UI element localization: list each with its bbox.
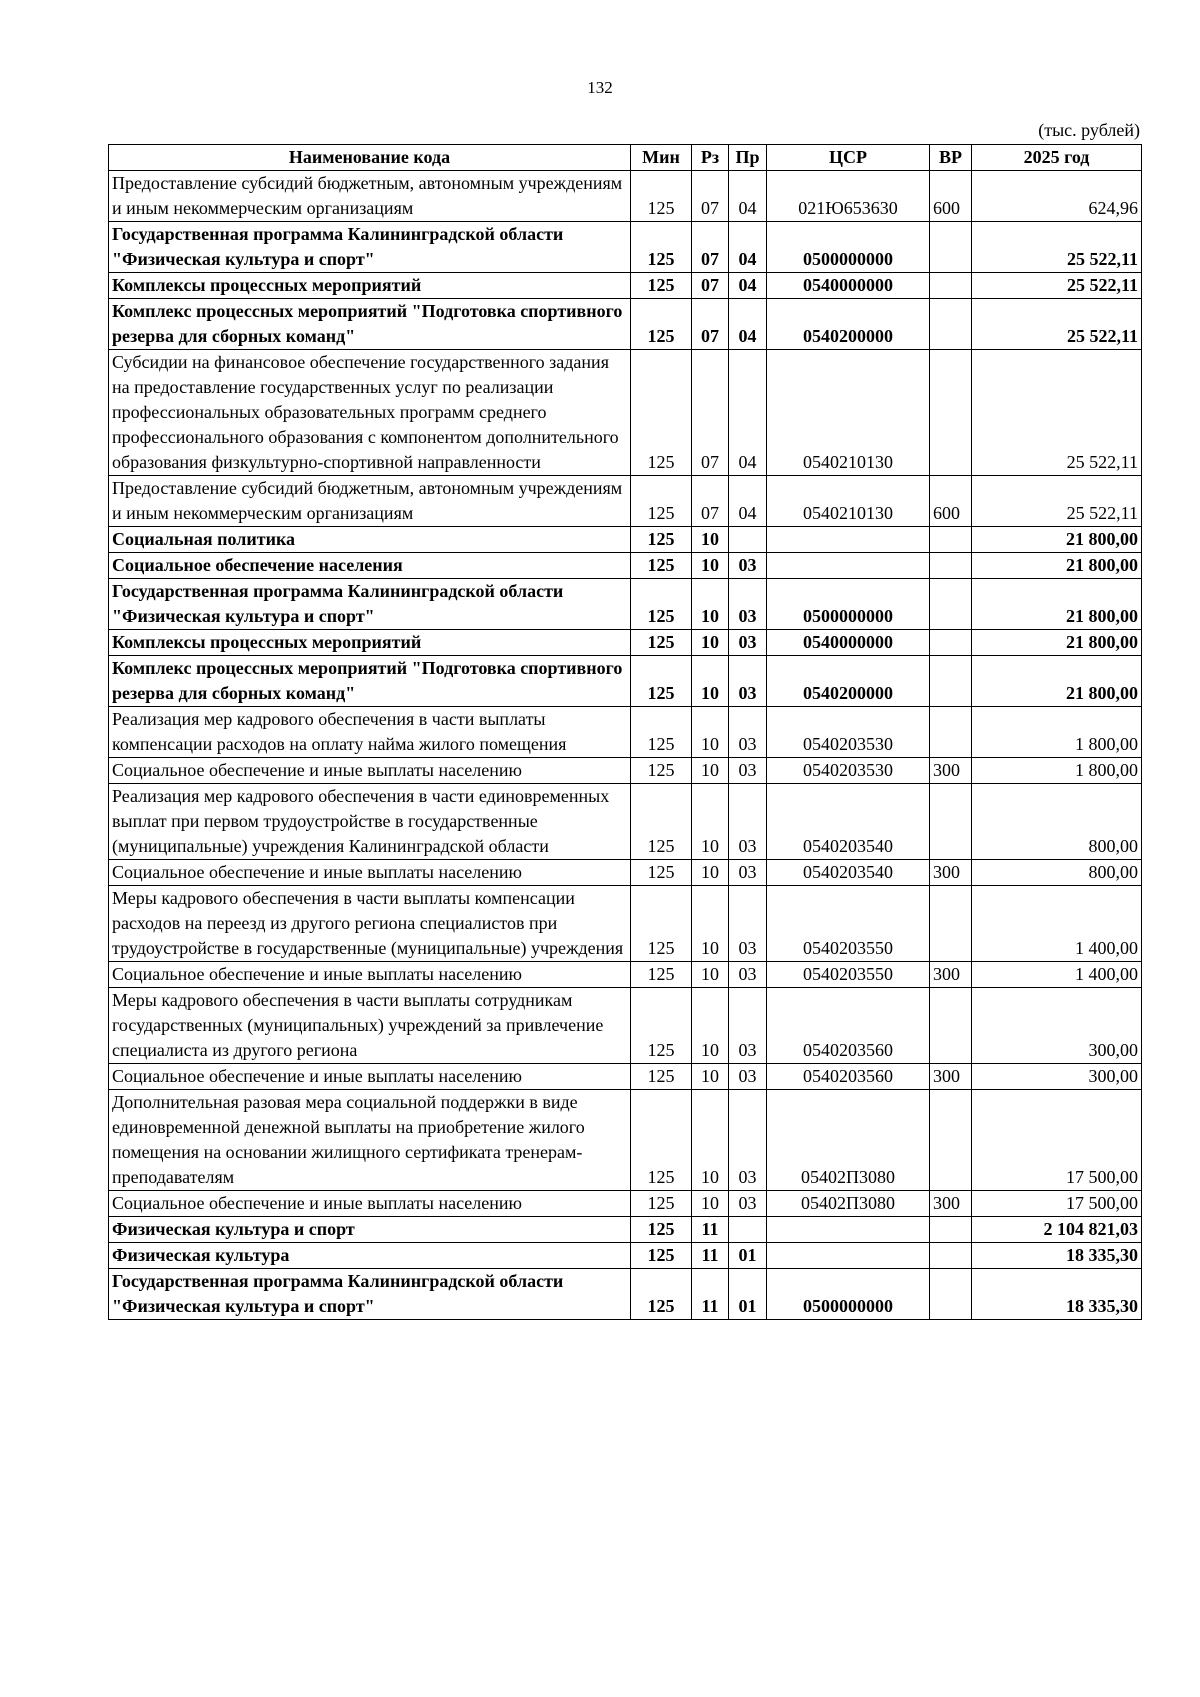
cell-sum: 21 800,00 xyxy=(972,579,1142,630)
cell-csr: 0540203560 xyxy=(767,1064,930,1090)
cell-min: 125 xyxy=(631,299,692,350)
cell-rz: 10 xyxy=(692,707,729,758)
table-row xyxy=(109,988,1142,1064)
cell-vr xyxy=(930,707,972,758)
cell-csr: 0540200000 xyxy=(767,656,930,707)
cell-rz: 10 xyxy=(692,962,729,988)
table-row xyxy=(109,527,1142,553)
table-row xyxy=(109,630,1142,656)
cell-min: 125 xyxy=(631,1269,692,1320)
cell-vr xyxy=(930,630,972,656)
cell-name: Социальное обеспечение и иные выплаты населению xyxy=(109,1064,631,1090)
table-row xyxy=(109,886,1142,962)
cell-sum: 25 522,11 xyxy=(972,222,1142,273)
cell-rz: 10 xyxy=(692,656,729,707)
cell-name: Государственная программа Калининградской области "Физическая культура и спорт" xyxy=(109,579,631,630)
table-row xyxy=(109,1269,1142,1320)
cell-csr: 0540203550 xyxy=(767,962,930,988)
cell-min: 125 xyxy=(631,886,692,962)
table-row xyxy=(109,707,1142,758)
cell-rz: 10 xyxy=(692,1191,729,1217)
table-row xyxy=(109,656,1142,707)
cell-min: 125 xyxy=(631,1191,692,1217)
cell-rz: 10 xyxy=(692,886,729,962)
cell-rz: 07 xyxy=(692,299,729,350)
cell-rz: 07 xyxy=(692,273,729,299)
cell-name: Реализация мер кадрового обеспечения в части единовременных выплат при первом трудоустройстве в государственные (муниципальные) учреждения Калининградской области xyxy=(109,784,631,860)
cell-vr xyxy=(930,886,972,962)
cell-vr xyxy=(930,784,972,860)
cell-pr xyxy=(729,527,767,553)
cell-min: 125 xyxy=(631,579,692,630)
cell-rz: 11 xyxy=(692,1269,729,1320)
cell-pr: 03 xyxy=(729,553,767,579)
cell-sum: 18 335,30 xyxy=(972,1243,1142,1269)
cell-name: Государственная программа Калининградской области "Физическая культура и спорт" xyxy=(109,222,631,273)
cell-min: 125 xyxy=(631,273,692,299)
cell-pr xyxy=(729,1217,767,1243)
header-vr: ВР xyxy=(930,145,972,171)
table-row xyxy=(109,222,1142,273)
budget-table xyxy=(108,144,1142,1320)
header-csr: ЦСР xyxy=(767,145,930,171)
cell-vr: 300 xyxy=(930,860,972,886)
cell-rz: 07 xyxy=(692,171,729,222)
cell-csr: 021Ю653630 xyxy=(767,171,930,222)
cell-csr: 0540203550 xyxy=(767,886,930,962)
cell-sum: 21 800,00 xyxy=(972,630,1142,656)
cell-rz: 10 xyxy=(692,1064,729,1090)
cell-name: Реализация мер кадрового обеспечения в части выплаты компенсации расходов на оплату найма жилого помещения xyxy=(109,707,631,758)
cell-sum: 18 335,30 xyxy=(972,1269,1142,1320)
cell-pr: 03 xyxy=(729,860,767,886)
cell-sum: 25 522,11 xyxy=(972,476,1142,527)
cell-csr: 0500000000 xyxy=(767,1269,930,1320)
cell-min: 125 xyxy=(631,222,692,273)
cell-min: 125 xyxy=(631,1064,692,1090)
cell-vr: 300 xyxy=(930,962,972,988)
cell-min: 125 xyxy=(631,988,692,1064)
cell-min: 125 xyxy=(631,553,692,579)
cell-vr xyxy=(930,1217,972,1243)
cell-sum: 800,00 xyxy=(972,860,1142,886)
cell-csr: 0540000000 xyxy=(767,630,930,656)
cell-pr: 03 xyxy=(729,1064,767,1090)
table-row xyxy=(109,1217,1142,1243)
cell-name: Социальное обеспечение населения xyxy=(109,553,631,579)
cell-name: Субсидии на финансовое обеспечение государственного задания на предоставление государственных услуг по реализации профессиональных образовательных программ среднего профессионального образования с компонентом дополнительного образования физкультурно-спортивной направленности xyxy=(109,350,631,476)
table-body xyxy=(109,171,1142,1320)
table-row xyxy=(109,1090,1142,1191)
cell-min: 125 xyxy=(631,171,692,222)
cell-vr xyxy=(930,299,972,350)
cell-sum: 25 522,11 xyxy=(972,350,1142,476)
cell-csr: 0540203530 xyxy=(767,758,930,784)
cell-name: Меры кадрового обеспечения в части выплаты компенсации расходов на переезд из другого региона специалистов при трудоустройстве в государственные (муниципальные) учреждения xyxy=(109,886,631,962)
cell-pr: 01 xyxy=(729,1243,767,1269)
cell-vr xyxy=(930,1269,972,1320)
cell-min: 125 xyxy=(631,1243,692,1269)
cell-rz: 10 xyxy=(692,579,729,630)
cell-pr: 03 xyxy=(729,1090,767,1191)
table-row xyxy=(109,784,1142,860)
cell-csr: 05402П3080 xyxy=(767,1191,930,1217)
cell-name: Физическая культура и спорт xyxy=(109,1217,631,1243)
cell-csr: 0500000000 xyxy=(767,222,930,273)
header-min: Мин xyxy=(631,145,692,171)
cell-min: 125 xyxy=(631,1090,692,1191)
cell-min: 125 xyxy=(631,527,692,553)
cell-sum: 300,00 xyxy=(972,988,1142,1064)
cell-sum: 800,00 xyxy=(972,784,1142,860)
cell-csr: 0540210130 xyxy=(767,476,930,527)
cell-name: Комплекс процессных мероприятий "Подготовка спортивного резерва для сборных команд" xyxy=(109,299,631,350)
cell-name: Дополнительная разовая мера социальной поддержки в виде единовременной денежной выплаты на приобретение жилого помещения на основании жилищного сертификата тренерам-преподавателям xyxy=(109,1090,631,1191)
cell-sum: 21 800,00 xyxy=(972,656,1142,707)
cell-name: Комплекс процессных мероприятий "Подготовка спортивного резерва для сборных команд" xyxy=(109,656,631,707)
table-row xyxy=(109,962,1142,988)
cell-vr: 600 xyxy=(930,171,972,222)
table-header-row xyxy=(109,145,1142,171)
cell-name: Предоставление субсидий бюджетным, автономным учреждениям и иным некоммерческим организациям xyxy=(109,171,631,222)
cell-pr: 03 xyxy=(729,886,767,962)
cell-name: Комплексы процессных мероприятий xyxy=(109,630,631,656)
cell-sum: 25 522,11 xyxy=(972,299,1142,350)
cell-sum: 21 800,00 xyxy=(972,553,1142,579)
cell-rz: 10 xyxy=(692,527,729,553)
cell-sum: 300,00 xyxy=(972,1064,1142,1090)
header-rz: Рз xyxy=(692,145,729,171)
cell-name: Меры кадрового обеспечения в части выплаты сотрудникам государственных (муниципальных) учреждений за привлечение специалиста из другого региона xyxy=(109,988,631,1064)
cell-pr: 04 xyxy=(729,222,767,273)
cell-vr: 600 xyxy=(930,476,972,527)
cell-pr: 03 xyxy=(729,707,767,758)
cell-vr xyxy=(930,1243,972,1269)
cell-vr: 300 xyxy=(930,1064,972,1090)
cell-vr xyxy=(930,553,972,579)
cell-name: Социальное обеспечение и иные выплаты населению xyxy=(109,758,631,784)
cell-min: 125 xyxy=(631,350,692,476)
cell-pr: 04 xyxy=(729,171,767,222)
cell-name: Социальная политика xyxy=(109,527,631,553)
cell-sum: 1 400,00 xyxy=(972,962,1142,988)
cell-min: 125 xyxy=(631,656,692,707)
cell-min: 125 xyxy=(631,476,692,527)
header-sum: 2025 год xyxy=(972,145,1142,171)
cell-rz: 10 xyxy=(692,988,729,1064)
table-row xyxy=(109,350,1142,476)
cell-pr: 03 xyxy=(729,1191,767,1217)
cell-csr: 0540203540 xyxy=(767,860,930,886)
cell-sum: 1 800,00 xyxy=(972,707,1142,758)
cell-sum: 1 800,00 xyxy=(972,758,1142,784)
cell-rz: 10 xyxy=(692,630,729,656)
cell-pr: 03 xyxy=(729,656,767,707)
table-row xyxy=(109,299,1142,350)
cell-name: Социальное обеспечение и иные выплаты населению xyxy=(109,962,631,988)
cell-csr xyxy=(767,553,930,579)
cell-rz: 10 xyxy=(692,553,729,579)
cell-rz: 10 xyxy=(692,758,729,784)
cell-csr: 0540000000 xyxy=(767,273,930,299)
cell-csr: 05402П3080 xyxy=(767,1090,930,1191)
cell-vr xyxy=(930,988,972,1064)
cell-vr xyxy=(930,527,972,553)
cell-sum: 17 500,00 xyxy=(972,1090,1142,1191)
cell-min: 125 xyxy=(631,630,692,656)
table-row xyxy=(109,171,1142,222)
table-row xyxy=(109,553,1142,579)
page-number: 132 xyxy=(587,78,613,97)
cell-csr xyxy=(767,1243,930,1269)
units-label: (тыс. рублей) xyxy=(1038,120,1140,140)
cell-rz: 10 xyxy=(692,784,729,860)
cell-csr: 0540203560 xyxy=(767,988,930,1064)
cell-sum: 17 500,00 xyxy=(972,1191,1142,1217)
table-row xyxy=(109,1064,1142,1090)
header-name: Наименование кода xyxy=(109,145,631,171)
cell-rz: 07 xyxy=(692,350,729,476)
cell-min: 125 xyxy=(631,1217,692,1243)
cell-rz: 07 xyxy=(692,476,729,527)
table-row xyxy=(109,1191,1142,1217)
cell-csr: 0540203530 xyxy=(767,707,930,758)
cell-vr xyxy=(930,350,972,476)
cell-vr: 300 xyxy=(930,1191,972,1217)
cell-sum: 25 522,11 xyxy=(972,273,1142,299)
cell-csr: 0540210130 xyxy=(767,350,930,476)
table-row xyxy=(109,758,1142,784)
table-row xyxy=(109,1243,1142,1269)
cell-vr xyxy=(930,1090,972,1191)
cell-pr: 03 xyxy=(729,962,767,988)
table-row xyxy=(109,860,1142,886)
cell-vr xyxy=(930,222,972,273)
cell-pr: 03 xyxy=(729,784,767,860)
cell-name: Социальное обеспечение и иные выплаты населению xyxy=(109,860,631,886)
cell-csr xyxy=(767,527,930,553)
cell-pr: 04 xyxy=(729,350,767,476)
cell-name: Предоставление субсидий бюджетным, автономным учреждениям и иным некоммерческим организациям xyxy=(109,476,631,527)
cell-name: Государственная программа Калининградской области "Физическая культура и спорт" xyxy=(109,1269,631,1320)
cell-min: 125 xyxy=(631,758,692,784)
cell-min: 125 xyxy=(631,860,692,886)
cell-pr: 04 xyxy=(729,476,767,527)
cell-vr xyxy=(930,273,972,299)
cell-vr xyxy=(930,579,972,630)
cell-rz: 11 xyxy=(692,1217,729,1243)
cell-csr xyxy=(767,1217,930,1243)
cell-min: 125 xyxy=(631,707,692,758)
cell-pr: 03 xyxy=(729,988,767,1064)
cell-rz: 11 xyxy=(692,1243,729,1269)
table-row xyxy=(109,579,1142,630)
cell-min: 125 xyxy=(631,784,692,860)
cell-vr xyxy=(930,656,972,707)
cell-pr: 04 xyxy=(729,273,767,299)
cell-min: 125 xyxy=(631,962,692,988)
cell-sum: 624,96 xyxy=(972,171,1142,222)
header-pr: Пр xyxy=(729,145,767,171)
table-row xyxy=(109,476,1142,527)
cell-pr: 03 xyxy=(729,579,767,630)
cell-vr: 300 xyxy=(930,758,972,784)
cell-pr: 04 xyxy=(729,299,767,350)
cell-sum: 1 400,00 xyxy=(972,886,1142,962)
cell-rz: 10 xyxy=(692,1090,729,1191)
cell-name: Комплексы процессных мероприятий xyxy=(109,273,631,299)
cell-name: Социальное обеспечение и иные выплаты населению xyxy=(109,1191,631,1217)
cell-csr: 0540200000 xyxy=(767,299,930,350)
cell-sum: 21 800,00 xyxy=(972,527,1142,553)
cell-pr: 03 xyxy=(729,630,767,656)
cell-rz: 10 xyxy=(692,860,729,886)
cell-csr: 0500000000 xyxy=(767,579,930,630)
cell-sum: 2 104 821,03 xyxy=(972,1217,1142,1243)
cell-rz: 07 xyxy=(692,222,729,273)
table-row xyxy=(109,273,1142,299)
cell-pr: 03 xyxy=(729,758,767,784)
cell-csr: 0540203540 xyxy=(767,784,930,860)
cell-name: Физическая культура xyxy=(109,1243,631,1269)
cell-pr: 01 xyxy=(729,1269,767,1320)
